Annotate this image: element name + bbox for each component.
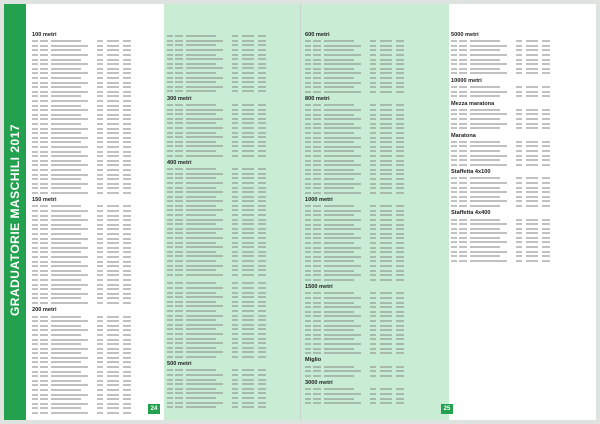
result-row: [451, 94, 591, 99]
result-row: [451, 71, 591, 76]
result-row: [305, 351, 445, 356]
page-number-left: 24: [148, 404, 160, 414]
section-title: 150 metri: [32, 197, 57, 204]
section-title: 1500 metri: [305, 284, 333, 291]
result-row: [451, 259, 591, 264]
section-title: Mezza maratona: [451, 100, 495, 107]
result-row: [167, 355, 295, 360]
result-row: [451, 162, 591, 167]
section-title: 400 metri: [167, 159, 192, 166]
page-spread: [4, 4, 596, 420]
result-row: [167, 405, 295, 410]
section-title: 1000 metri: [305, 197, 333, 203]
section-title: Staffetta 4x400: [451, 210, 491, 217]
section-title: Miglio: [305, 357, 322, 364]
result-row: [167, 153, 295, 158]
result-row: [32, 411, 160, 416]
left-page: [4, 4, 300, 420]
section-title: Staffetta 4x100: [451, 169, 491, 176]
result-row: [32, 191, 160, 196]
results-column-3: [305, 30, 445, 406]
result-row: [305, 374, 445, 379]
section-title: 100 metri: [32, 32, 57, 38]
right-page: [300, 4, 596, 420]
section-title: 10000 metri: [451, 77, 482, 84]
result-row: [451, 126, 591, 131]
result-row: [167, 89, 295, 94]
result-row: [305, 401, 445, 406]
result-row: [32, 301, 160, 306]
band-title: GRADUATORIE MASCHILI 2017: [8, 123, 22, 317]
results-column-2: [167, 30, 295, 410]
section-title: Maratona: [451, 132, 476, 139]
section-title: 500 metri: [167, 361, 192, 368]
result-row: [305, 190, 445, 195]
side-band: [4, 4, 26, 420]
section-title: 300 metri: [167, 95, 192, 102]
section-title: 800 metri: [305, 96, 330, 103]
results-column-1: [32, 30, 160, 415]
section-title: 600 metri: [305, 32, 330, 38]
result-row: [451, 204, 591, 209]
results-column-4: [451, 30, 591, 263]
section-title: 5000 metri: [451, 32, 479, 38]
page-number-right: 25: [441, 404, 453, 414]
result-row: [305, 278, 445, 283]
section-title: 3000 metri: [305, 380, 333, 387]
result-row: [305, 90, 445, 95]
section-title: 200 metri: [32, 307, 57, 314]
